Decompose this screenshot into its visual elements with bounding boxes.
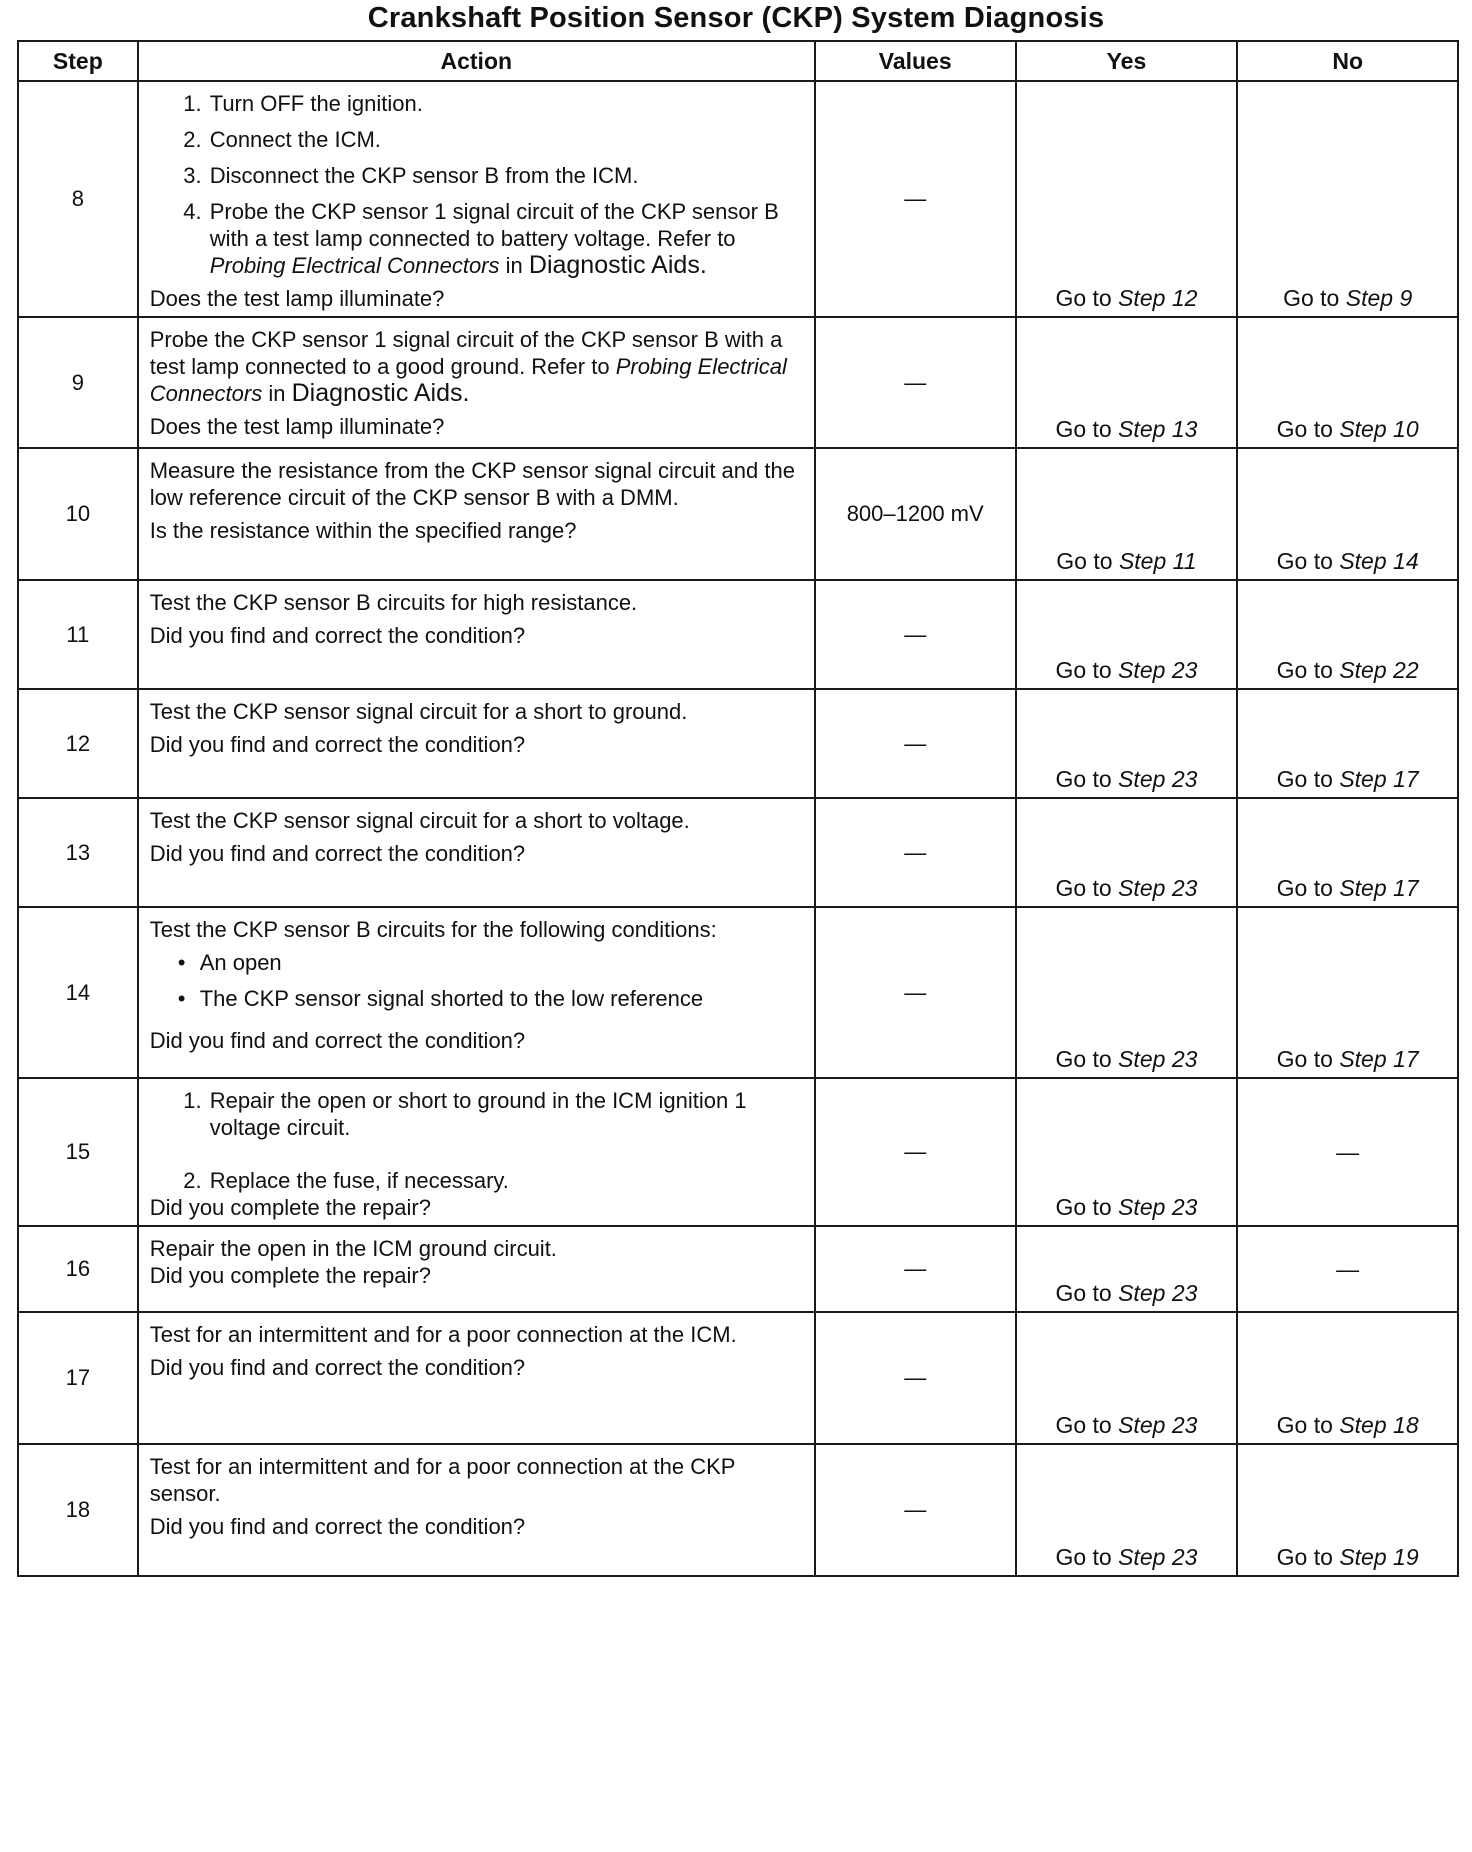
- yes-cell[interactable]: Go to Step 11: [1016, 448, 1238, 580]
- step-link[interactable]: Step 23: [1118, 1280, 1198, 1306]
- action-cell: [138, 907, 815, 1078]
- header-values: Values: [815, 41, 1016, 81]
- step-number: 15: [18, 1078, 138, 1226]
- action-question: Did you complete the repair?: [149, 1263, 431, 1288]
- action-question: Did you find and correct the condition?: [149, 732, 526, 757]
- step-link[interactable]: Step 12: [1118, 285, 1198, 311]
- header-no: No: [1237, 41, 1458, 81]
- action-question: Did you complete the repair?: [149, 1195, 431, 1220]
- action-cell: [138, 1078, 815, 1226]
- step-link[interactable]: Step 9: [1345, 285, 1413, 311]
- list-item: 2. Connect the ICM.: [208, 126, 804, 153]
- no-cell[interactable]: Go to Step 17: [1237, 798, 1458, 907]
- yes-cell[interactable]: Go to Step 23: [1016, 1312, 1238, 1444]
- action-cell: [138, 317, 815, 448]
- yes-cell[interactable]: Go to Step 23: [1016, 689, 1238, 798]
- step-link[interactable]: Step 10: [1339, 416, 1419, 442]
- value-cell: —: [815, 317, 1016, 448]
- action-cell: [138, 689, 815, 798]
- step-number: 11: [18, 580, 138, 689]
- step-link[interactable]: Step 19: [1339, 1544, 1419, 1570]
- step-number: 14: [18, 907, 138, 1078]
- step-link[interactable]: Step 14: [1339, 548, 1419, 574]
- header-yes: Yes: [1016, 41, 1238, 81]
- table-row: [18, 448, 1458, 580]
- yes-cell[interactable]: Go to Step 13: [1016, 317, 1238, 448]
- action-question: Does the test lamp illuminate?: [149, 286, 445, 311]
- list-item: 1. Turn OFF the ignition.: [208, 90, 804, 117]
- yes-cell[interactable]: Go to Step 23: [1016, 580, 1238, 689]
- value-cell: 800–1200 mV: [815, 448, 1016, 580]
- yes-cell[interactable]: Go to Step 23: [1016, 1444, 1238, 1576]
- reference-book: Diagnostic Aids.: [528, 251, 707, 279]
- step-number: 17: [18, 1312, 138, 1444]
- no-cell[interactable]: Go to Step 17: [1237, 907, 1458, 1078]
- action-question: Did you find and correct the condition?: [149, 1028, 526, 1053]
- action-question: Is the resistance within the specified range?: [149, 518, 577, 543]
- value-cell: —: [815, 798, 1016, 907]
- value-cell: —: [815, 1444, 1016, 1576]
- value-cell: —: [815, 1078, 1016, 1226]
- action-text: Repair the open in the ICM ground circuit.: [149, 1236, 557, 1261]
- action-question: Did you find and correct the condition?: [149, 1355, 526, 1380]
- no-cell[interactable]: Go to Step 18: [1237, 1312, 1458, 1444]
- action-steps: [150, 90, 804, 279]
- action-question: Did you find and correct the condition?: [149, 841, 526, 866]
- action-cell: [138, 81, 815, 317]
- reference-link[interactable]: Probing Electrical Connectors: [149, 354, 787, 406]
- step-link[interactable]: Step 22: [1339, 657, 1419, 683]
- action-cell: [138, 1226, 815, 1312]
- step-link[interactable]: Step 23: [1118, 1046, 1198, 1072]
- action-text: Test for an intermittent and for a poor connection at the ICM.: [149, 1322, 737, 1347]
- step-link[interactable]: Step 18: [1339, 1412, 1419, 1438]
- action-cell: [138, 798, 815, 907]
- step-number: 18: [18, 1444, 138, 1576]
- action-text: Test the CKP sensor B circuits for the following conditions:: [149, 917, 717, 942]
- reference-in: in: [505, 253, 523, 278]
- step-number: 10: [18, 448, 138, 580]
- go-to-label: Go to: [1283, 285, 1340, 311]
- table-row: [18, 798, 1458, 907]
- value-cell: —: [815, 81, 1016, 317]
- step-link[interactable]: Step 23: [1118, 1194, 1198, 1220]
- step-link[interactable]: Step 23: [1118, 766, 1198, 792]
- header-step: Step: [18, 41, 138, 81]
- yes-cell[interactable]: Go to Step 23: [1016, 1078, 1238, 1226]
- no-cell: —: [1237, 1226, 1458, 1312]
- table-row: [18, 689, 1458, 798]
- reference-link[interactable]: Probing Electrical Connectors: [209, 253, 500, 278]
- no-cell[interactable]: Go to Step 14: [1237, 448, 1458, 580]
- condition-list: [150, 949, 804, 1012]
- diagnosis-table: [17, 40, 1459, 1577]
- no-cell[interactable]: Go to Step 19: [1237, 1444, 1458, 1576]
- step-link[interactable]: Step 23: [1118, 875, 1198, 901]
- go-to-label: Go to: [1055, 285, 1112, 311]
- action-text: Probe the CKP sensor 1 signal circuit of the CKP sensor B with a test lamp connected to battery voltage. Refer to: [209, 199, 779, 251]
- action-text: Test the CKP sensor B circuits for high resistance.: [149, 590, 638, 615]
- list-item: 3. Disconnect the CKP sensor B from the ICM.: [208, 162, 804, 189]
- value-cell: —: [815, 907, 1016, 1078]
- action-cell: [138, 1312, 815, 1444]
- list-item: • An open: [200, 949, 804, 976]
- step-number: 13: [18, 798, 138, 907]
- action-text: Test the CKP sensor signal circuit for a short to ground.: [149, 699, 688, 724]
- value-cell: —: [815, 1312, 1016, 1444]
- step-link[interactable]: Step 23: [1118, 1412, 1198, 1438]
- no-cell[interactable]: Go to Step 17: [1237, 689, 1458, 798]
- no-cell[interactable]: [1237, 81, 1458, 317]
- action-text: Test for an intermittent and for a poor connection at the CKP sensor.: [149, 1454, 736, 1506]
- table-row: [18, 580, 1458, 689]
- value-cell: —: [815, 580, 1016, 689]
- action-question: Does the test lamp illuminate?: [149, 414, 445, 439]
- action-cell: [138, 1444, 815, 1576]
- action-question: Did you find and correct the condition?: [149, 1514, 526, 1539]
- table-row: [18, 81, 1458, 317]
- table-row: [18, 1226, 1458, 1312]
- value-cell: —: [815, 1226, 1016, 1312]
- yes-cell[interactable]: Go to Step 23: [1016, 907, 1238, 1078]
- header-action: Action: [138, 41, 815, 81]
- no-cell[interactable]: Go to Step 10: [1237, 317, 1458, 448]
- table-row: [18, 907, 1458, 1078]
- no-cell[interactable]: Go to Step 22: [1237, 580, 1458, 689]
- step-link[interactable]: Step 23: [1118, 1544, 1198, 1570]
- list-item: 2. Replace the fuse, if necessary.: [208, 1167, 804, 1194]
- list-item: [208, 198, 804, 279]
- no-cell: —: [1237, 1078, 1458, 1226]
- step-link[interactable]: Step 17: [1339, 766, 1419, 792]
- step-link[interactable]: Step 17: [1339, 1046, 1419, 1072]
- table-row: [18, 1078, 1458, 1226]
- yes-cell[interactable]: Go to Step 23: [1016, 798, 1238, 907]
- reference-book: Diagnostic Aids.: [291, 379, 470, 407]
- yes-cell[interactable]: Go to Step 23: [1016, 1226, 1238, 1312]
- step-number: 16: [18, 1226, 138, 1312]
- action-question: Did you find and correct the condition?: [149, 623, 526, 648]
- list-item: 1. Repair the open or short to ground in the ICM ignition 1 voltage circuit.: [208, 1087, 804, 1141]
- header-row: [18, 41, 1458, 81]
- yes-cell[interactable]: [1016, 81, 1238, 317]
- step-number: 12: [18, 689, 138, 798]
- page-title: Crankshaft Position Sensor (CKP) System Diagnosis: [367, 2, 1105, 34]
- list-item: • The CKP sensor signal shorted to the low reference: [200, 985, 804, 1012]
- action-text: Test the CKP sensor signal circuit for a short to voltage.: [149, 808, 690, 833]
- step-number: 9: [18, 317, 138, 448]
- action-text: Probe the CKP sensor 1 signal circuit of the CKP sensor B with a test lamp connected to a good ground. Refer to Probing Electrical Connectors in Diagnostic Aids.: [149, 327, 787, 407]
- action-text: Measure the resistance from the CKP sensor signal circuit and the low reference circuit of the CKP sensor B with a DMM.: [149, 458, 795, 510]
- action-cell: [138, 580, 815, 689]
- step-number: 8: [18, 81, 138, 317]
- action-cell: [138, 448, 815, 580]
- table-row: [18, 1312, 1458, 1444]
- step-link[interactable]: Step 17: [1339, 875, 1419, 901]
- table-row: [18, 1444, 1458, 1576]
- value-cell: —: [815, 689, 1016, 798]
- step-link[interactable]: Step 23: [1118, 657, 1198, 683]
- table-row: [18, 317, 1458, 448]
- step-link[interactable]: Step 11: [1118, 548, 1197, 574]
- action-steps: [150, 1087, 804, 1194]
- step-link[interactable]: Step 13: [1118, 416, 1198, 442]
